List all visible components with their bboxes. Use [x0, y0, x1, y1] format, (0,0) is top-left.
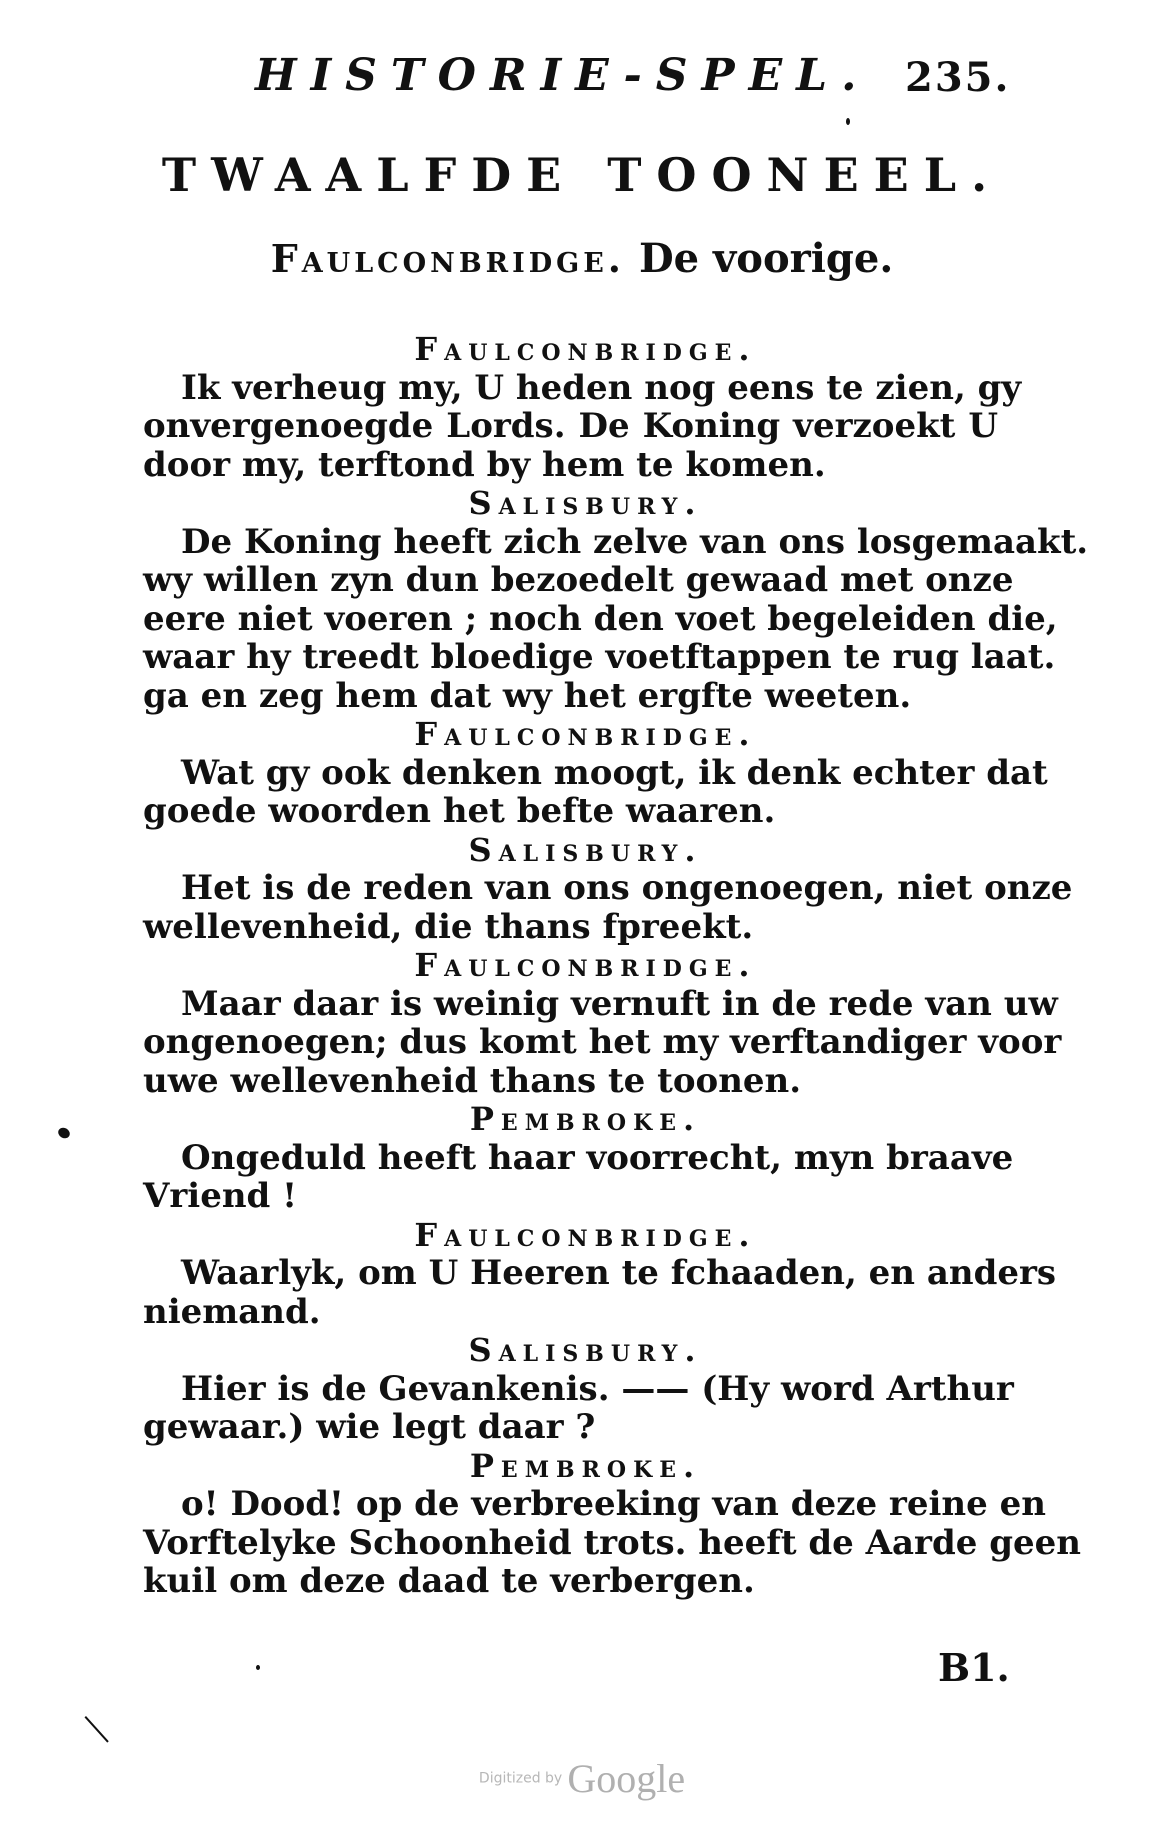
page-number: 235.: [905, 54, 1011, 101]
dialogue-line: o! Dood! op de verbreeking van deze reine en: [181, 1484, 1046, 1524]
speaker-name: Pembroke.: [469, 1446, 702, 1485]
ink-speck: [56, 1126, 71, 1141]
page-header: [0, 50, 1164, 110]
dialogue-line: goede woorden het befte waaren.: [143, 791, 776, 831]
dialogue-line: uwe wellevenheid thans te toonen.: [143, 1060, 802, 1101]
scene-title: TWAALFDE TOONEEL.: [161, 148, 1003, 202]
cast-list: [0, 235, 1164, 282]
dialogue-line: Het is de reden van ons ongenoegen, niet onze: [181, 868, 1073, 908]
dialogue-line: ga en zeg hem dat wy het ergfte weeten.: [143, 675, 912, 716]
dialogue-line: Ongeduld heeft haar voorrecht, myn braave: [181, 1137, 1014, 1178]
running-title: HISTORIE-SPEL.: [255, 50, 871, 101]
dialogue: [143, 330, 1089, 1601]
google-logo: Google: [567, 1756, 686, 1801]
catchword: B1.: [938, 1645, 1010, 1690]
dialogue-line: De Koning heeft zich zelve van ons losgemaakt.: [181, 521, 1089, 562]
ink-speck: [256, 1665, 260, 1670]
dialogue-line: gewaar.) wie legt daar ?: [143, 1407, 596, 1447]
dialogue-line: eere niet voeren ; noch den voet begeleiden die,: [143, 598, 1058, 639]
dialogue-line: Vorftelyke Schoonheid trots. heeft de Aarde geen: [143, 1522, 1081, 1563]
dialogue-line: niemand.: [143, 1291, 321, 1332]
cast-speaker: Faulconbridge.: [270, 236, 626, 281]
dialogue-line: Ik verheug my, U heden nog eens te zien, gy: [181, 367, 1022, 408]
speaker-name: Pembroke.: [469, 1100, 702, 1138]
dialogue-line: Vriend !: [143, 1176, 298, 1216]
dialogue-line: Hier is de Gevankenis. —— (Hy word Arthur: [181, 1368, 1014, 1409]
dialogue-line: kuil om deze daad te verbergen.: [143, 1561, 755, 1601]
cast-rest: De voorige.: [638, 235, 894, 282]
speaker-name: Faulconbridge.: [414, 946, 757, 984]
digitized-by-text: Digitized by: [478, 1770, 563, 1787]
dialogue-line: wy willen zyn dun bezoedelt gewaad met onze: [143, 560, 1014, 600]
dialogue-line: Wat gy ook denken moogt, ik denk echter dat: [181, 752, 1048, 793]
ink-speck: [846, 118, 850, 125]
dialogue-line: waar hy treedt bloedige voetftappen te rug laat.: [143, 637, 1056, 677]
speaker-name: Faulconbridge.: [414, 1215, 757, 1254]
speaker-name: Faulconbridge.: [414, 715, 757, 753]
speaker-name: Faulconbridge.: [414, 330, 757, 368]
dialogue-line: onvergenoegde Lords. De Koning verzoekt U: [143, 406, 998, 446]
speaker-name: Salisbury.: [468, 484, 703, 522]
speaker-name: Salisbury.: [468, 830, 703, 869]
dialogue-line: Waarlyk, om U Heeren te fchaaden, en anders: [181, 1253, 1057, 1293]
dialogue-line: Maar daar is weinig vernuft in de rede van uw: [181, 983, 1058, 1024]
dialogue-line: door my, terftond by hem te komen.: [143, 444, 826, 485]
digitized-by-google-watermark: [0, 1755, 1164, 1802]
dialogue-line: wellevenheid, die thans fpreekt.: [143, 906, 754, 947]
dialogue-line: ongenoegen; dus komt het my verftandiger voor: [143, 1022, 1062, 1062]
speaker-name: Salisbury.: [468, 1331, 703, 1369]
scan-stroke: [85, 1716, 109, 1743]
